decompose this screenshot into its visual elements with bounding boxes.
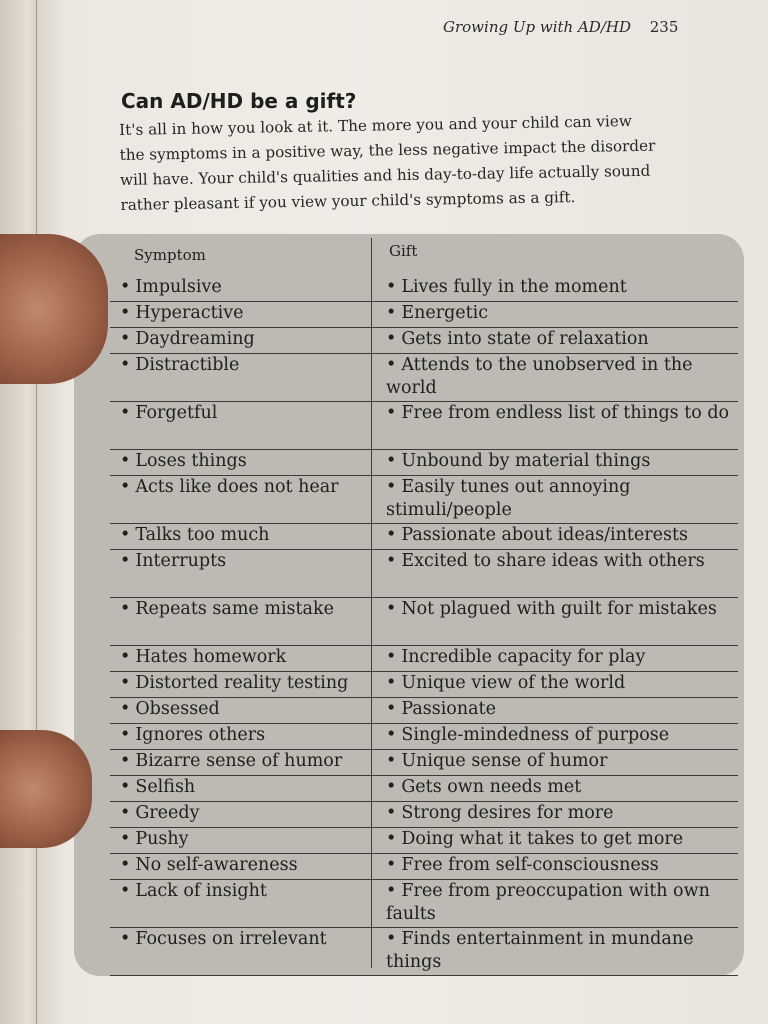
gift-cell — [386, 928, 731, 974]
gift-cell — [386, 698, 731, 721]
symptom-gift-table — [74, 234, 744, 976]
symptom-text: Obsessed — [135, 699, 220, 719]
symptom-cell — [120, 776, 360, 799]
gift-text: Free from preoccupation with own faults — [386, 881, 710, 924]
bullet-icon: • — [386, 881, 397, 901]
symptom-text: Talks too much — [135, 525, 270, 545]
gift-cell — [386, 880, 731, 926]
gift-cell — [386, 524, 731, 547]
gift-cell — [386, 672, 731, 695]
bullet-icon: • — [386, 751, 397, 771]
symptom-cell — [120, 328, 360, 351]
gift-cell — [386, 476, 731, 522]
gift-cell — [386, 276, 731, 299]
table-row — [110, 854, 738, 880]
symptom-cell — [120, 672, 360, 695]
bullet-icon: • — [386, 451, 397, 471]
bullet-icon: • — [386, 929, 397, 949]
symptom-cell — [120, 524, 360, 547]
bullet-icon: • — [120, 803, 131, 823]
bullet-icon: • — [120, 477, 131, 497]
symptom-text: Bizarre sense of humor — [135, 751, 343, 771]
thumb-top — [0, 234, 108, 384]
table-row — [110, 354, 738, 402]
symptom-cell — [120, 550, 360, 573]
symptom-cell — [120, 646, 360, 669]
symptom-cell — [120, 750, 360, 773]
symptom-text: Lack of insight — [135, 881, 267, 901]
bullet-icon: • — [120, 647, 131, 667]
bullet-icon: • — [386, 855, 397, 875]
symptom-text: Impulsive — [135, 277, 222, 297]
gift-text: Single-mindedness of purpose — [401, 725, 670, 745]
bullet-icon: • — [120, 525, 131, 545]
table-row — [110, 776, 738, 802]
bullet-icon: • — [120, 855, 131, 875]
bullet-icon: • — [386, 277, 397, 297]
bullet-icon: • — [386, 355, 397, 375]
symptom-text: Hyperactive — [135, 303, 244, 323]
symptom-text: Selfish — [135, 777, 196, 797]
bullet-icon: • — [120, 929, 131, 949]
symptom-text: No self-awareness — [135, 855, 298, 875]
book-page — [36, 0, 768, 1024]
intro-line: rather pleasant if you view your child's symptoms as a gift. — [120, 188, 576, 214]
gift-cell — [386, 354, 731, 400]
gift-cell — [386, 328, 731, 351]
symptom-text: Interrupts — [135, 551, 227, 571]
bullet-icon: • — [120, 699, 131, 719]
bullet-icon: • — [386, 829, 397, 849]
thumb-bottom — [0, 730, 92, 848]
symptom-text: Greedy — [135, 803, 200, 823]
bullet-icon: • — [386, 647, 397, 667]
symptom-text: Distorted reality testing — [135, 673, 349, 693]
bullet-icon: • — [386, 525, 397, 545]
bullet-icon: • — [120, 751, 131, 771]
gift-text: Lives fully in the moment — [401, 277, 627, 297]
symptom-text: Forgetful — [135, 403, 218, 423]
bullet-icon: • — [120, 403, 131, 423]
gift-cell — [386, 724, 731, 747]
gift-text: Easily tunes out annoying stimuli/people — [386, 477, 631, 520]
running-head — [443, 18, 743, 36]
table-row — [110, 302, 738, 328]
bullet-icon: • — [120, 551, 131, 571]
gift-text: Doing what it takes to get more — [401, 829, 684, 849]
symptom-column-header: Symptom — [134, 246, 206, 264]
bullet-icon: • — [120, 777, 131, 797]
bullet-icon: • — [386, 803, 397, 823]
gift-text: Not plagued with guilt for mistakes — [401, 599, 717, 619]
bullet-icon: • — [386, 403, 397, 423]
symptom-text: Distractible — [135, 355, 240, 375]
symptom-cell — [120, 698, 360, 721]
gift-cell — [386, 598, 731, 621]
symptom-cell — [120, 928, 360, 951]
symptom-text: Acts like does not hear — [135, 477, 339, 497]
bullet-icon: • — [386, 477, 397, 497]
symptom-text: Hates homework — [135, 647, 287, 667]
bullet-icon: • — [120, 303, 131, 323]
table-row — [110, 750, 738, 776]
intro-line: It's all in how you look at it. The more you and your child can view — [119, 112, 632, 139]
table-row — [110, 672, 738, 698]
bullet-icon: • — [120, 673, 131, 693]
gift-text: Energetic — [401, 303, 489, 323]
table-row — [110, 276, 738, 302]
table-row — [110, 646, 738, 672]
gift-text: Free from endless list of things to do — [401, 403, 730, 423]
gift-text: Passionate about ideas/interests — [401, 525, 688, 545]
bullet-icon: • — [386, 673, 397, 693]
symptom-text: Repeats same mistake — [135, 599, 334, 619]
gift-text: Gets into state of relaxation — [401, 329, 649, 349]
bullet-icon: • — [120, 451, 131, 471]
symptom-cell — [120, 302, 360, 325]
symptom-cell — [120, 802, 360, 825]
intro-line: the symptoms in a positive way, the less negative impact the disorder — [119, 136, 656, 164]
bullet-icon: • — [386, 599, 397, 619]
table-row — [110, 802, 738, 828]
symptom-cell — [120, 828, 360, 851]
bullet-icon: • — [386, 303, 397, 323]
gift-text: Gets own needs met — [401, 777, 582, 797]
table-row — [110, 724, 738, 750]
bullet-icon: • — [386, 777, 397, 797]
symptom-cell — [120, 724, 360, 747]
table-row — [110, 828, 738, 854]
bullet-icon: • — [120, 277, 131, 297]
bullet-icon: • — [386, 699, 397, 719]
table-row — [110, 402, 738, 450]
gift-text: Strong desires for more — [401, 803, 614, 823]
table-row — [110, 550, 738, 598]
bullet-icon: • — [386, 329, 397, 349]
symptom-cell — [120, 598, 360, 621]
gift-text: Free from self-consciousness — [401, 855, 659, 875]
gift-text: Finds entertainment in mundane things — [386, 929, 694, 972]
symptom-cell — [120, 450, 360, 473]
gift-cell — [386, 302, 731, 325]
gift-cell — [386, 828, 731, 851]
symptom-cell — [120, 854, 360, 877]
gift-cell — [386, 450, 731, 473]
table-row — [110, 598, 738, 646]
symptom-cell — [120, 276, 360, 299]
table-row — [110, 476, 738, 524]
gift-text: Incredible capacity for play — [401, 647, 646, 667]
bullet-icon: • — [120, 599, 131, 619]
gift-text: Unique view of the world — [401, 673, 626, 693]
symptom-text: Loses things — [135, 451, 247, 471]
running-head-title: Growing Up with AD/HD — [443, 18, 631, 36]
symptom-text: Focuses on irrelevant — [135, 929, 327, 949]
bullet-icon: • — [120, 725, 131, 745]
table-row — [110, 928, 738, 976]
gift-cell — [386, 776, 731, 799]
symptom-text: Pushy — [135, 829, 189, 849]
gift-cell — [386, 802, 731, 825]
bullet-icon: • — [120, 881, 131, 901]
intro-line: will have. Your child's qualities and his day-to-day life actually sound — [119, 161, 651, 189]
bullet-icon: • — [386, 551, 397, 571]
bullet-icon: • — [120, 829, 131, 849]
symptom-text: Ignores others — [135, 725, 266, 745]
table-row — [110, 698, 738, 724]
section-heading: Can AD/HD be a gift? — [121, 89, 357, 113]
page-number: 235 — [649, 18, 679, 36]
gift-text: Excited to share ideas with others — [401, 551, 705, 571]
bullet-icon: • — [120, 329, 131, 349]
symptom-cell — [120, 476, 360, 499]
bullet-icon: • — [386, 725, 397, 745]
gift-text: Attends to the unobserved in the world — [386, 355, 693, 398]
table-row — [110, 524, 738, 550]
gift-text: Passionate — [401, 699, 496, 719]
gift-cell — [386, 402, 731, 425]
gift-text: Unique sense of humor — [401, 751, 608, 771]
gift-text: Unbound by material things — [401, 451, 651, 471]
gift-cell — [386, 854, 731, 877]
table-row — [110, 450, 738, 476]
gift-cell — [386, 550, 731, 573]
symptom-text: Daydreaming — [135, 329, 255, 349]
table-row — [110, 880, 738, 928]
intro-paragraph — [119, 108, 701, 218]
symptom-cell — [120, 354, 360, 377]
table-row — [110, 328, 738, 354]
gift-cell — [386, 646, 731, 669]
gift-cell — [386, 750, 731, 773]
gift-column-header: Gift — [389, 242, 418, 260]
bullet-icon: • — [120, 355, 131, 375]
symptom-cell — [120, 880, 360, 903]
symptom-cell — [120, 402, 360, 425]
